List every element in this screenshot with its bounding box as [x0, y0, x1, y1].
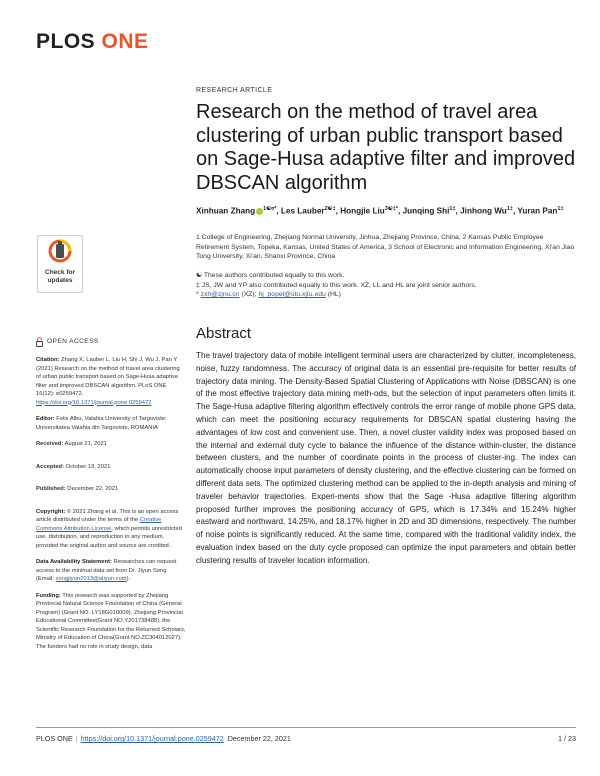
open-access-lock-icon — [36, 337, 43, 347]
accepted-text: October 19, 2021 — [64, 463, 111, 470]
author-name[interactable]: Les Lauber — [280, 206, 325, 216]
journal-name-one: ONE — [101, 30, 149, 53]
copyright-text-end: , which permits unrestricted use, distribution, and reproduction in any medium, provided the original author and source are credited. — [36, 525, 182, 549]
author-marks: 2☯‡ — [324, 206, 336, 212]
editor-block — [36, 415, 186, 432]
data-availability-text: Researches can request access to the minimal data set from Dr. Jiyun Song (Email: — [36, 559, 177, 582]
published-date — [36, 485, 186, 494]
funding-block — [36, 592, 186, 652]
check-updates-line2: updates — [47, 276, 73, 284]
data-availability-end: ). — [126, 576, 131, 582]
article-type: RESEARCH ARTICLE — [196, 87, 273, 94]
funding-text: This research was supported by Zhejiang Provincial Natural Science Foundation of China (General Program) (Grant NO. LY18G010009), Zhejiang Provincial Educational Committee(Grant NO.Y201738488), the Scientific Research Foundation for the Returned Scholars, Ministry of Education of China(Grant NO.ZC304012027). The funders had no role in study design, data — [36, 592, 186, 650]
check-for-updates-badge[interactable] — [37, 235, 83, 293]
footer-doi-link[interactable]: https://doi.org/10.1371/journal.pone.0259472 — [80, 734, 224, 743]
corr-prefix: * — [196, 291, 201, 299]
funding-label: Funding: — [36, 592, 61, 599]
check-updates-line1: Check for — [45, 269, 75, 276]
author-name[interactable]: Junqing Shi — [402, 206, 450, 216]
footer-journal: PLOS ONE — [36, 734, 73, 743]
corresponding-emails — [196, 290, 576, 300]
author-marks: 1‡ — [557, 206, 564, 212]
abstract-heading: Abstract — [196, 325, 252, 342]
editor-label: Editor: — [36, 416, 55, 422]
received-date — [36, 440, 186, 449]
copyright-text: © 2021 Zhang et al. This is an open access article distributed under the terms of the — [36, 508, 179, 523]
received-text: August 21, 2021 — [63, 441, 107, 447]
open-access-text: OPEN ACCESS — [47, 337, 99, 345]
check-updates-icon — [47, 239, 73, 267]
article-title: Research on the method of travel area clustering of urban public transport based on Sage-Husa adaptive filter and improved DBSCAN algorithm — [196, 101, 576, 194]
author-name[interactable]: Hongjie Liu — [340, 206, 385, 216]
author-list: Xinhuan Zhang $^{1☯¤*}$, Les Lauber$^{2☯\ddagger}$, Hongjie Liu$^{3☯\ddagger*}$, Junqing Shi$^{1\ddagger}$, Jinhong $Wu^{1\ddagger}$, Yuran Pan$^{1\ddagger}$ — [196, 206, 564, 216]
email-tag: (XZ); — [239, 291, 259, 299]
data-email-link[interactable]: songjiyun2013@aliyun.com — [55, 576, 127, 582]
email-link-zhang[interactable]: zxh@zjnu.cn — [200, 291, 240, 299]
journal-logo — [36, 30, 149, 54]
joint-contribution-note: ‡ JS, JW and YP also contributed equally to this work. XZ, LL and HL are joint senior authors. — [196, 281, 477, 289]
footer-divider — [36, 727, 576, 728]
published-text: December 22, 2021 — [65, 486, 119, 492]
citation-label: Citation: — [36, 357, 60, 363]
footer-separator: | — [75, 734, 78, 743]
author-marks: 1☯¤* — [263, 206, 277, 212]
author-marks: 1‡ — [449, 206, 456, 212]
open-access-label — [36, 337, 186, 347]
data-availability-label: Data Availability Statement: — [36, 559, 112, 565]
author-name[interactable]: Xinhuan Zhang — [196, 206, 256, 216]
citation-text: Zhang X, Lauber L, Liu H, Shi J, Wu J, Pan Y (2021) Research on the method of travel area clustering of urban public transport based on Sage-Husa adaptive filter and improved DBSCAN algorithm. PLoS ONE 16(12): e0259472. — [36, 357, 180, 397]
accepted-date — [36, 463, 186, 472]
equal-contribution-note: ☯ These authors contributed equally to this work. — [196, 272, 345, 279]
footer-date: December 22, 2021 — [227, 734, 291, 743]
author-notes — [196, 271, 576, 300]
accepted-label: Accepted: — [36, 463, 65, 470]
license-link[interactable]: Creative Commons Attribution License — [36, 517, 162, 532]
email-link-liu[interactable]: hj_popel@stu.xjtu.edu — [258, 291, 326, 299]
abstract-text: The travel trajectory data of mobile intelligent terminal users are characterized by clutter, incompleteness, noise, fuzzy randomness. The accuracy of original data is an essential pre-requisite for better results of trajectory data mining. The Density-Based Spatial Clustering of Applications with Noise (DBSCAN) is one of the most effective trajectory data mining meth-ods, but the selection of input parameters often limits it. The Sage-Husa adaptive filtering algorithm effectively controls the error range of mobile phone GPS data, which can meet the positioning accuracy requirements for DBSCAN spatial clustering having the advantages of low cost and convenient use. Then, a novel cluster validity index was proposed based on the internal and external duty cycle to balance the influence of the distance within-cluster, the distance between clusters, and the number of coordinate points in the process of cluster-ing. The index can automatically choose input parameters of density clustering, and the effective clustering can be formed on different data sets. The optimized clustering method can be applied to the in-depth analysis and mining of traveler behavior trajectories. Experi-ments show that the Sage -Husa adaptive filtering algorithm proposed further improves the positioning accuracy of GPS, which is 17.34% and 15.24% higher eastward and northward, 14.25%, and 18.17% higher in 2D and 3D dimensions, respectively. The number of noise points is significantly reduced. At the same time, compared with the traditional validity index, the evaluation index based on the duty cycle proposed can optimize the input parameters and obtain better clustering results of traveler location information. — [196, 351, 576, 565]
affiliations: 1 College of Engineering, Zhejiang Normal University, Jinhua, Zhejiang Province, China, 2 Kansas Public Employee Retirement System, Topeka, Kansas, United States of America, 3 School of Electronic and Information Engineering, Xi'an Jiao Tong University, Xi'an, Shanxi Province, China — [196, 234, 575, 261]
author-marks: 3☯‡* — [384, 206, 398, 212]
published-label: Published: — [36, 486, 66, 492]
author-name[interactable]: Yuran Pan — [517, 206, 558, 216]
citation-doi-link[interactable]: https://doi.org/10.1371/journal.pone.0259472 — [36, 399, 152, 406]
email-tag: (HL) — [325, 291, 341, 299]
page-footer — [36, 734, 576, 743]
journal-name-plos: PLOS — [36, 30, 96, 53]
page-number: 1 / 23 — [558, 734, 576, 743]
author-marks: 1‡ — [506, 206, 513, 212]
editor-text: Felix Albu, Valahia University of Targoviste: Universitatea Valahia din Targoviste, ROMANIA — [36, 416, 167, 431]
data-availability-block — [36, 558, 186, 584]
citation-block — [36, 356, 186, 407]
article-metadata-sidebar — [36, 337, 186, 659]
copyright-block — [36, 508, 186, 551]
copyright-label: Copyright: — [36, 508, 66, 515]
check-updates-label — [38, 269, 82, 284]
author-name[interactable]: Jinhong Wu — [460, 206, 507, 216]
received-label: Received: — [36, 441, 64, 447]
